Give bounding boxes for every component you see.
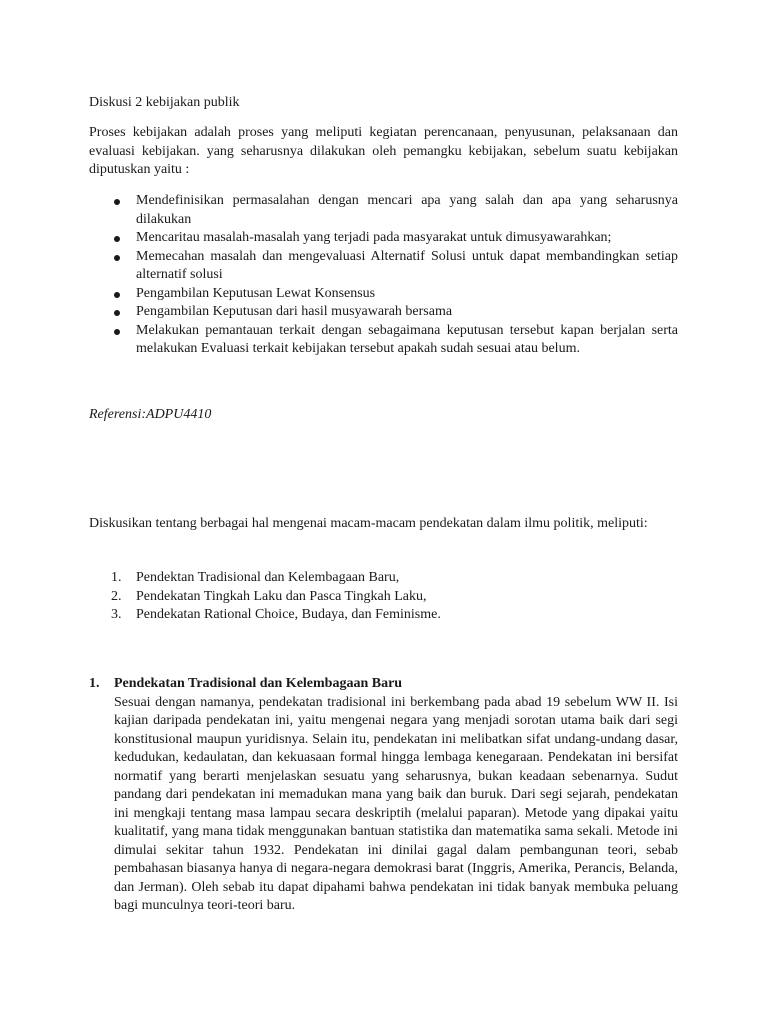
list-item-text: Pengambilan Keputusan dari hasil musyawarah bersama bbox=[136, 304, 453, 319]
bullet-icon bbox=[114, 255, 120, 261]
section-heading-text: Pendekatan Tradisional dan Kelembagaan Baru bbox=[114, 676, 403, 691]
bullet-icon bbox=[114, 310, 120, 316]
list-item-text: Pengambilan Keputusan Lewat Konsensus bbox=[136, 285, 376, 301]
list-number: 1. bbox=[111, 570, 122, 585]
numbered-list bbox=[89, 569, 678, 625]
intro-paragraph: Proses kebijakan adalah proses yang meliputi kegiatan perencanaan, penyusunan, pelaksanaan dan evaluasi kebijakan. yang seharusnya dilakukan oleh pemangku kebijakan, sebelum suatu kebijakan diputuskan yaitu : bbox=[89, 125, 678, 177]
list-item-text: Pendekatan Tingkah Laku dan Pasca Tingkah Laku, bbox=[136, 588, 427, 604]
list-item-text: Memecahan masalah dan mengevaluasi Alternatif Solusi untuk dapat membandingkan setiap alternatif solusi bbox=[136, 248, 678, 282]
bullet-list bbox=[89, 192, 678, 359]
section-1 bbox=[89, 675, 678, 916]
list-item-text: Pendekatan Rational Choice, Budaya, dan Feminisme. bbox=[136, 607, 441, 622]
list-item bbox=[89, 303, 678, 322]
document-title: Diskusi 2 kebijakan publik bbox=[89, 95, 240, 110]
numbered-list-block bbox=[89, 569, 678, 625]
list-item bbox=[89, 229, 678, 248]
discussion-block bbox=[89, 515, 678, 534]
list-item-text: Pendektan Tradisional dan Kelembagaan Baru, bbox=[136, 570, 400, 585]
list-item bbox=[89, 248, 678, 285]
list-number: 2. bbox=[111, 588, 122, 604]
bullet-icon bbox=[114, 329, 120, 335]
list-item-text: Mencaritau masalah-masalah yang terjadi pada masyarakat untuk dimusyawarahkan; bbox=[136, 230, 612, 245]
section-heading bbox=[89, 675, 678, 694]
list-item bbox=[89, 285, 678, 304]
bullet-icon bbox=[114, 199, 120, 205]
document-title-block bbox=[89, 94, 678, 113]
section-body: Sesuai dengan namanya, pendekatan tradisional ini berkembang pada abad 19 sebelum WW II. Isi kajian daripada pendekatan ini, yaitu mengenai negara yang menjadi sorotan utama baik dari segi konstitusional maupun yuridisnya. Selain itu, pendekatan ini melibatkan sifat undang-undang dasar, kedudukan, kedaulatan, dan kekuasaan formal hingga lembaga kenegaraan. Pendekatan ini bersifat normatif yang berarti menjelaskan sesuatu yang seharusnya, bukan keadaan sebenarnya. Sudut pandang dari pendekatan ini memadukan mana yang baik dan buruk. Dari segi sejarah, pendekatan ini mengkaji tentang masa lampau secara deskriptih (melalui paparan). Metode yang dipakai yaitu kualitatif, yang mana tidak menggunakan bantuan statistika dan matematika sama sekali. Metode ini dimulai sekitar tahun 1932. Pendekatan ini dinilai gagal dalam pembangunan teori, sebab pembahasan biasanya hanya di negara-negara demokrasi barat (Inggris, Amerika, Perancis, Belanda, dan Jerman). Oleh sebab itu dapat dipahami bahwa pendekatan ini tidak banyak membuka peluang bagi munculnya teori-teori baru. bbox=[114, 694, 678, 913]
reference-text: Referensi:ADPU4410 bbox=[89, 407, 212, 422]
discussion-prompt: Diskusikan tentang berbagai hal mengenai macam-macam pendekatan dalam ilmu politik, meliputi: bbox=[89, 516, 648, 531]
intro-block bbox=[89, 124, 678, 180]
list-item-text: Mendefinisikan permasalahan dengan mencari apa yang salah dan apa yang seharusnya dilakukan bbox=[136, 193, 678, 227]
list-item bbox=[89, 192, 678, 229]
bullet-icon bbox=[114, 292, 120, 298]
list-item bbox=[89, 322, 678, 359]
bullet-icon bbox=[114, 236, 120, 242]
list-item bbox=[89, 606, 678, 625]
reference-block bbox=[89, 406, 678, 425]
list-item bbox=[89, 588, 678, 607]
list-number: 3. bbox=[111, 607, 122, 622]
section-number: 1. bbox=[89, 676, 100, 691]
list-item bbox=[89, 569, 678, 588]
list-item-text: Melakukan pemantauan terkait dengan sebagaimana keputusan tersebut kapan berjalan serta melakukan Evaluasi terkait kebijakan tersebut apakah sudah sesuai atau belum. bbox=[136, 322, 678, 356]
bullet-list-block bbox=[89, 192, 678, 359]
